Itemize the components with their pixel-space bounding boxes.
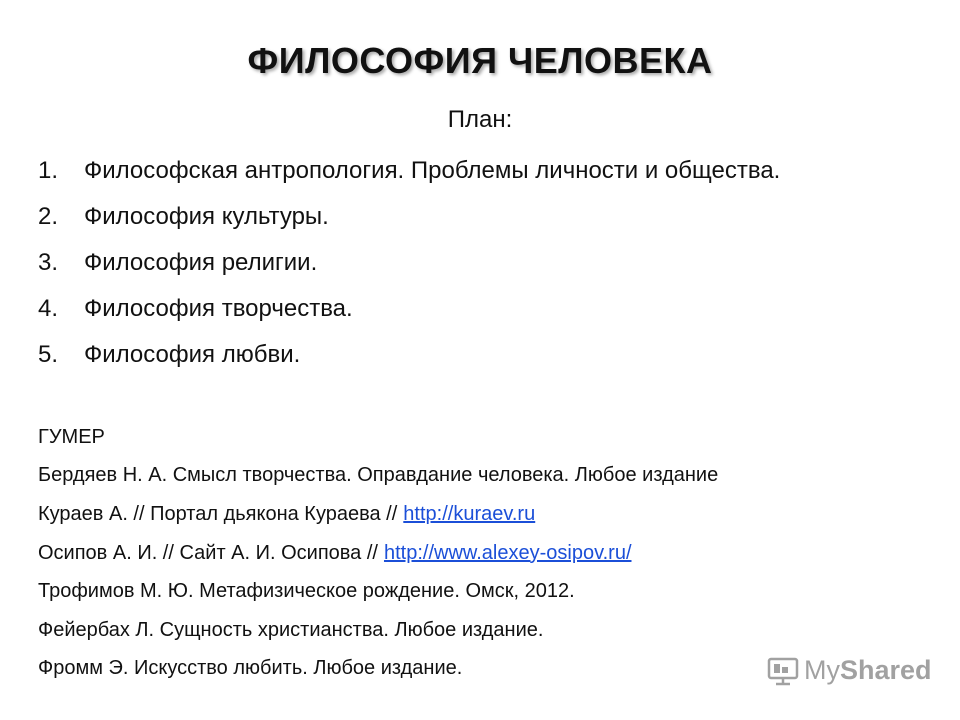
plan-item-text: Философия культуры. bbox=[84, 203, 329, 230]
source-text: Бердяев Н. А. Смысл творчества. Оправдание человека. Любое издание bbox=[38, 464, 719, 487]
plan-item-number: 1. bbox=[38, 157, 59, 184]
source-item bbox=[38, 495, 718, 534]
presentation-board-icon bbox=[766, 656, 800, 686]
source-text: Осипов А. И. // Сайт А. И. Осипова // bbox=[38, 541, 378, 564]
source-link-osipov[interactable]: http://www.alexey-osipov.ru/ bbox=[383, 541, 632, 564]
source-item bbox=[38, 611, 718, 650]
watermark-suffix: Shared bbox=[840, 655, 932, 685]
source-text: Трофимов М. Ю. Метафизическое рождение. Омск, 2012. bbox=[38, 580, 575, 603]
source-item bbox=[38, 572, 718, 611]
plan-item-text: Философия любви. bbox=[84, 341, 301, 368]
source-item bbox=[38, 457, 718, 496]
plan-list bbox=[38, 148, 780, 378]
source-text: Фейербах Л. Сущность христианства. Любое издание. bbox=[38, 618, 544, 641]
source-item bbox=[38, 418, 718, 457]
source-item bbox=[38, 650, 718, 689]
watermark-logo bbox=[766, 655, 932, 686]
source-link-kuraev[interactable]: http://kuraev.ru bbox=[403, 502, 536, 525]
plan-item bbox=[38, 332, 780, 378]
plan-item-number: 5. bbox=[38, 341, 59, 368]
source-text: Фромм Э. Искусство любить. Любое издание. bbox=[38, 657, 463, 680]
page-title: ФИЛОСОФИЯ ЧЕЛОВЕКА bbox=[247, 40, 713, 81]
plan-label: План: bbox=[447, 106, 513, 133]
plan-item bbox=[38, 240, 780, 286]
plan-item bbox=[38, 148, 780, 194]
source-item bbox=[38, 534, 718, 573]
plan-item-text: Философия творчества. bbox=[84, 295, 353, 322]
plan-item bbox=[38, 194, 780, 240]
plan-item-number: 4. bbox=[38, 295, 59, 322]
plan-item-number: 3. bbox=[38, 249, 59, 276]
source-text: ГУМЕР bbox=[38, 425, 105, 448]
sources-list bbox=[38, 418, 718, 688]
plan-item bbox=[38, 286, 780, 332]
watermark-prefix: My bbox=[804, 655, 840, 685]
watermark-text bbox=[804, 655, 932, 686]
source-text: Кураев А. // Портал дьякона Кураева // bbox=[38, 502, 398, 525]
plan-item-text: Философия религии. bbox=[84, 249, 318, 276]
plan-item-number: 2. bbox=[38, 203, 59, 230]
plan-item-text: Философская антропология. Проблемы личности и общества. bbox=[84, 157, 781, 184]
